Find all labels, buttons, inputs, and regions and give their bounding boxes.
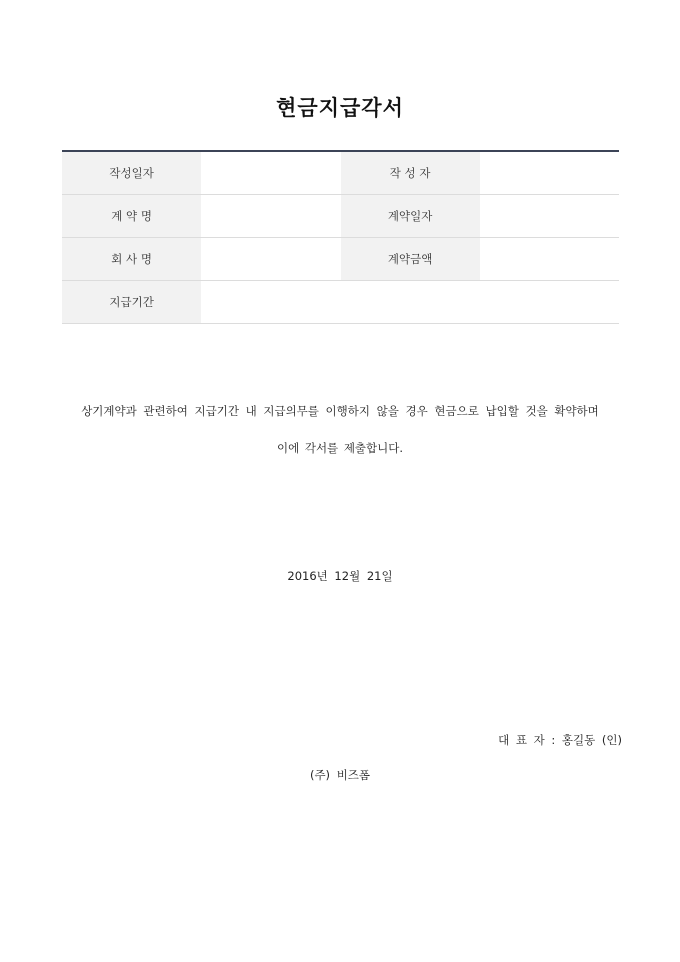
contract-name-value[interactable] [201, 195, 340, 238]
writing-date-value[interactable] [201, 151, 340, 195]
contract-amount-value[interactable] [480, 238, 619, 281]
document-title: 현금지급각서 [276, 96, 404, 120]
table-row [62, 238, 619, 281]
table-row [62, 151, 619, 195]
contract-amount-label: 계약금액 [341, 238, 480, 281]
company-name-label: 회 사 명 [62, 238, 201, 281]
contract-date-label: 계약일자 [341, 195, 480, 238]
payment-period-label: 지급기간 [62, 281, 201, 324]
statement-line-2: 이에 각서를 제출합니다. [276, 441, 404, 455]
document-date: 2016년 12월 21일 [287, 569, 393, 583]
writer-label: 작 성 자 [341, 151, 480, 195]
statement-line-1: 상기계약과 관련하여 지급기간 내 지급의무를 이행하지 않을 경우 현금으로 납입할 것을 확약하며 [81, 404, 599, 418]
writing-date-label: 작성일자 [62, 151, 201, 195]
contract-name-label: 계 약 명 [62, 195, 201, 238]
payment-period-value[interactable] [201, 281, 619, 324]
company-name: (주) 비즈폼 [309, 768, 371, 782]
table-row [62, 195, 619, 238]
company-name-value[interactable] [201, 238, 340, 281]
representative-signature: 대 표 자 : 홍길동 (인) [498, 733, 622, 747]
table-row [62, 281, 619, 324]
writer-value[interactable] [480, 151, 619, 195]
contract-date-value[interactable] [480, 195, 619, 238]
info-table [62, 150, 619, 324]
